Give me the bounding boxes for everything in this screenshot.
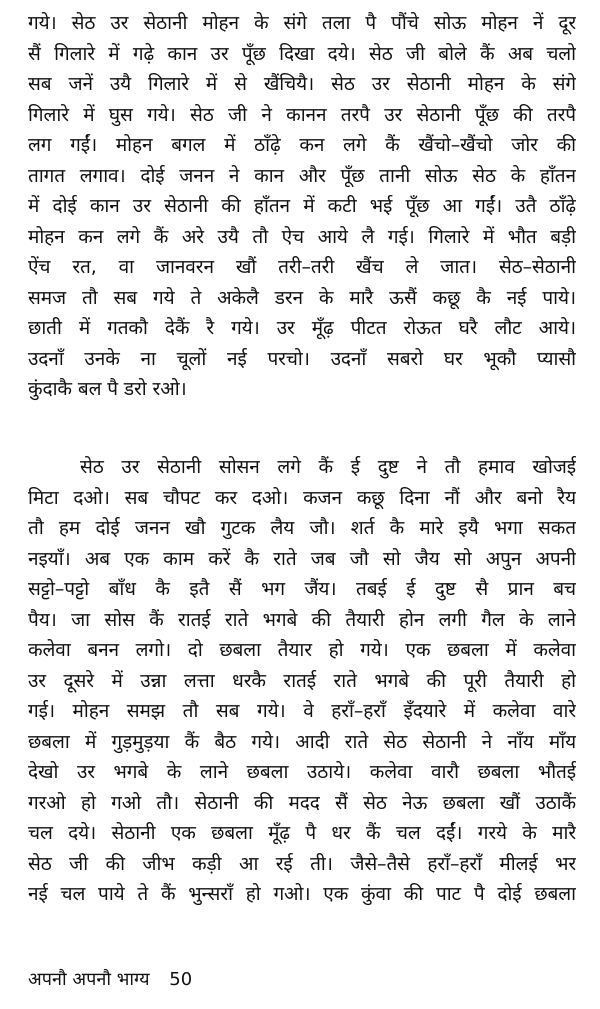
page-footer	[28, 966, 192, 994]
text-line: सब जनें उयै गिलारे में से खैंचियै। सेठ उर सेठानी मोहन के संगे	[28, 73, 576, 95]
page-number: 50	[169, 969, 193, 990]
text-line: छबला में गुड़मुड़या कैं बैठ गये। आदी राते सेठ सेठानी ने नाँय माँय	[28, 730, 576, 753]
text-line: में दोई कान उर सेठानी की हाँतन में कटी भई पूँछ आ गईं। उतै ठाँढ़े	[28, 195, 576, 217]
text-line: सैं गिलारे में गढ़े कान उर पूँछ दिखा दये। सेठ जी बोले कैं अब चलो	[28, 42, 576, 65]
text-line: कुंदाकै बल पै डरो रओ।	[28, 378, 187, 400]
text-line: गिलारे में घुस गये। सेठ जी ने कानन तरपै उर सेठानी पूँछ की तरपै	[28, 103, 576, 126]
text-line: सेठ उर सेठानी सोसन लगे कैं ई दुष्ट ने तौ हमाव खोजई	[80, 456, 576, 478]
text-line: गये। सेठ उर सेठानी मोहन के संगे तला पै पौंचे सोऊ मोहन नें दूर	[28, 12, 576, 34]
text-line: उर दूसरे में उन्ना लत्ता धरकै रातई राते भगबे की पूरी तैयारी हो	[28, 669, 576, 692]
text-line: नई चल पाये ते कैं भुन्सराँ हो गओ। एक कुंवा की पाट पै दोई छबला	[28, 883, 576, 905]
text-line: सट्टो–पट्टो बाँध कै इतै सैं भग जैंय। तबई ई दुष्ट सै प्रान बच	[28, 578, 576, 600]
text-line: कलेवा बनन लगो। दो छबला तैयार हो गये। एक छबला में कलेवा	[28, 639, 576, 661]
text-line: देखो उर भगबे के लाने छबला उठाये। कलेवा वारौ छबला भौतई	[28, 761, 576, 783]
paragraph-2	[28, 452, 576, 910]
text-line: उदनाँ उनके ना चूलों नई परचो। उदनाँ सबरो घर भूकौ प्यासौ	[28, 347, 576, 370]
text-line: नइयाँ। अब एक काम करें कै राते जब जौ सो जैय सो अपुन अपनी	[28, 547, 576, 570]
text-line: गई। मोहन समझ तौ सब गये। वे हराँ–हराँ इँदयारे में कलेवा वारे	[28, 700, 576, 722]
text-line: गरओ हो गओ तौ। सेठानी की मदद सैं सेठ नेऊ छबला खौं उठाकैं	[28, 791, 576, 814]
text-line: छाती में गतकौ देकैं रै गये। उर मूँढ़ पीटत रोऊत घरै लौट आये।	[28, 317, 576, 339]
text-line: समज तौ सब गये ते अकेलै डरन के मारै ऊसैं कछू कै नई पाये।	[28, 286, 576, 309]
text-line: मिटा दओ। सब चौपट कर दओ। कजन कछू दिना नौं और बनो रैय	[28, 486, 576, 509]
text-line: तौ हम दोई जनन खौ गुटक लैय जौ। शर्त कै मारे इयै भगा सकत	[28, 517, 576, 539]
text-line: तागत लगाव। दोई जनन ने कान और पूँछ तानी सोऊ सेठ के हाँतन	[28, 164, 576, 187]
text-line: सेठ जी की जीभ कड़ी आ रई ती। जैसे–तैसे हराँ–हराँ मीलई भर	[28, 852, 576, 875]
book-title: अपनौ अपनौ भाग्य	[28, 969, 150, 990]
text-line: चल दये। सेठानी एक छबला मूँढ़ पै धर कैं चल दईं। गरये के मारै	[28, 822, 576, 844]
text-line: लग गईं। मोहन बगल में ठाँढ़े कन लगे कैं खैंचो–खैंचो जोर की	[28, 134, 576, 156]
paragraph-1	[28, 8, 576, 405]
text-line: ऐंच रत, वा जानवरन खौं तरी–तरी खैंच ले जात। सेठ–सेठानी	[28, 256, 576, 278]
text-line: मोहन कन लगे कैं अरे उयै तौ ऐच आये लै गई। गिलारे में भौत बड़ी	[28, 225, 576, 248]
text-line: पैय। जा सोस कैं रातई राते भगबे की तैयारी होन लगी गैल के लाने	[28, 608, 576, 631]
